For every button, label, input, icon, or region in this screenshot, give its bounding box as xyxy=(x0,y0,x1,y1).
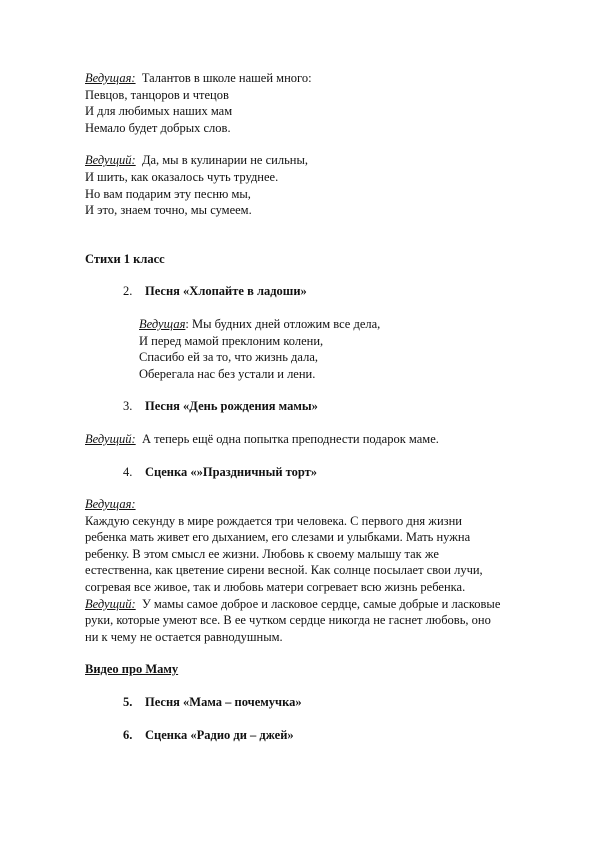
block4-line xyxy=(85,431,530,448)
item-number: 6. xyxy=(123,727,133,742)
prose-line: ребенку. В этом смысл ее жизни. Любовь к своему малышу так же xyxy=(85,546,439,561)
verse-line: Немало будет добрых слов. xyxy=(85,120,231,135)
item-title: Песня «День рождения мамы» xyxy=(145,399,318,414)
item-title: Сценка «Радио ди – джей» xyxy=(145,727,294,742)
item-number: 5. xyxy=(123,695,133,710)
prose-text: У мамы самое доброе и ласковое сердце, самые добрые и ласковые xyxy=(141,596,501,611)
program-item-2 xyxy=(123,283,530,300)
item-title: Песня «Хлопайте в ладоши» xyxy=(145,284,307,299)
prose-line: Каждую секунду в мире рождается три человека. С первого дня жизни xyxy=(85,513,462,528)
speaker-label: Ведущий: xyxy=(85,431,136,446)
block6-line1 xyxy=(85,596,530,613)
block1-line1 xyxy=(85,70,530,87)
speaker-label: Ведущая: xyxy=(85,71,136,85)
program-item-3 xyxy=(123,398,530,415)
speaker-label: Ведущий: xyxy=(85,596,136,611)
item-number: 2. xyxy=(123,284,133,299)
verse-line: И перед мамой преклоним колени, xyxy=(139,333,324,348)
prose-line: естественна, как цветение сирени весной. Как солнце посылает свои лучи, xyxy=(85,563,483,578)
speech-text: А теперь ещё одна попытка преподнести подарок маме. xyxy=(141,431,439,446)
item-number: 4. xyxy=(123,464,133,479)
verse-block xyxy=(139,316,530,382)
program-item-6 xyxy=(123,727,530,744)
prose-line: руки, которые умеют все. В ее чутком сердце никогда не гаснет любовь, оно xyxy=(85,613,491,628)
section-heading: Стихи 1 класс xyxy=(85,251,165,266)
block3-line1 xyxy=(139,316,530,333)
prose-line: ребенка мать живет его дыханием, его слезами и улыбками. Мать нужна xyxy=(85,530,471,545)
verse-line: Певцов, танцоров и чтецов xyxy=(85,87,229,102)
speaker-label: Ведущий: xyxy=(85,153,136,168)
prose-line: согревая все живое, так и любовь матери согревает всю жизнь ребенка. xyxy=(85,580,466,595)
block2-line1 xyxy=(85,152,530,169)
program-item-4 xyxy=(123,464,530,481)
verse-line: Спасибо ей за то, что жизнь дала, xyxy=(139,350,318,365)
verse-line: И шить, как оказалось чуть труднее. xyxy=(85,169,279,184)
verse-text: Да, мы в кулинарии не сильны, xyxy=(141,153,308,168)
verse-text: : Мы будних дней отложим все дела, xyxy=(185,316,381,331)
document-page xyxy=(85,70,530,743)
verse-line: И это, знаем точно, мы сумеем. xyxy=(85,203,252,218)
speaker-label: Ведущая xyxy=(139,316,186,331)
block5-speaker xyxy=(85,496,530,513)
program-item-5 xyxy=(123,694,530,711)
speaker-label: Ведущая: xyxy=(85,497,136,512)
section-heading: Видео про Маму xyxy=(85,662,179,677)
item-title: Сценка «»Праздничный торт» xyxy=(145,464,318,479)
verse-line: Но вам подарим эту песню мы, xyxy=(85,186,251,201)
item-title: Песня «Мама – почемучка» xyxy=(145,695,302,710)
verse-line: И для любимых наших мам xyxy=(85,104,233,119)
verse-line: Оберегала нас без устали и лени. xyxy=(139,366,316,381)
item-number: 3. xyxy=(123,399,133,414)
verse-text: Талантов в школе нашей много: xyxy=(141,71,312,85)
prose-line: ни к чему не остается равнодушным. xyxy=(85,629,283,644)
